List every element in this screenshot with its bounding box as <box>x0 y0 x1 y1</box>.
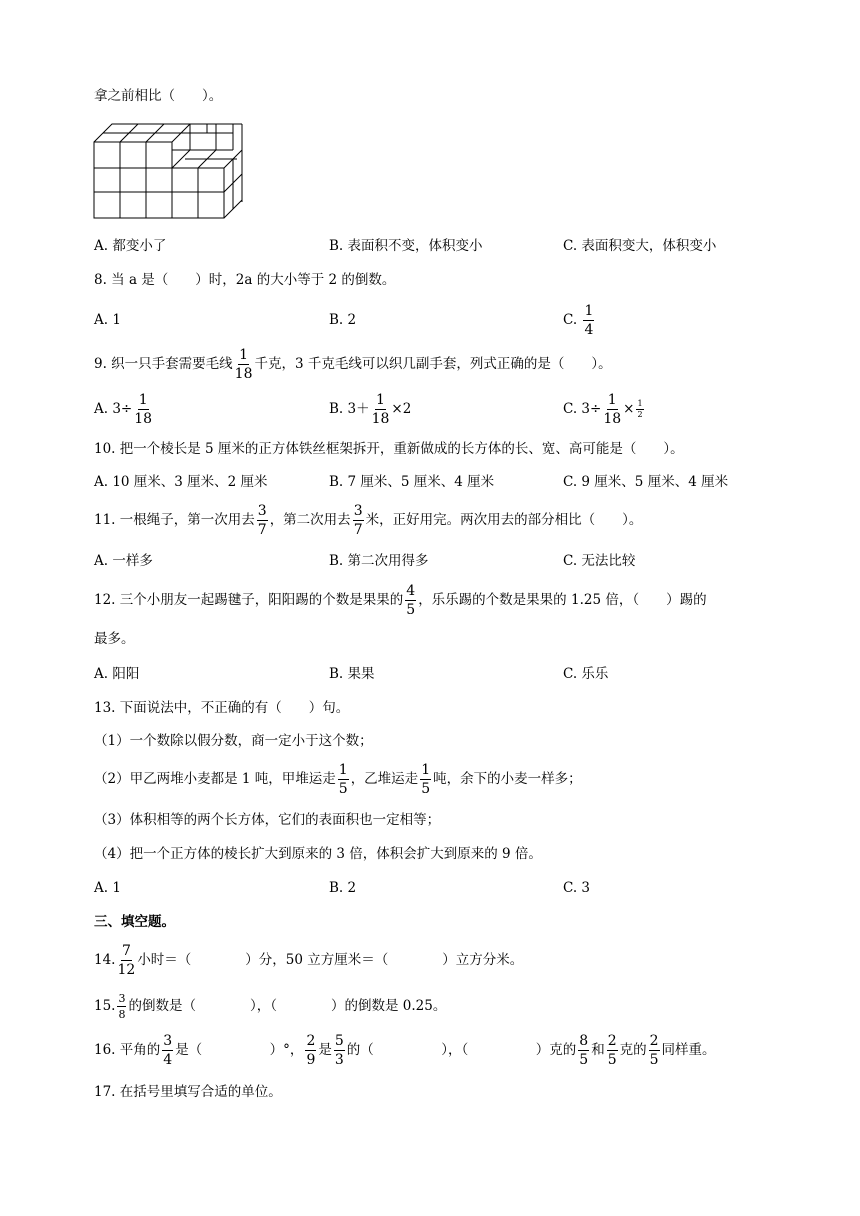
fraction: $\frac{3}{8}$ <box>118 992 126 1021</box>
q17-text: 17. 在括号里填写合适的单位。 <box>94 1084 282 1100</box>
fraction: $\frac{1}{18}$ <box>371 392 390 427</box>
fraction: $\frac{1}{5}$ <box>338 762 348 797</box>
fraction: $\frac{1}{2}$ <box>637 399 643 419</box>
section-title: 三、填空题。 <box>94 914 175 930</box>
fraction: $\frac{8}{5}$ <box>579 1033 589 1068</box>
q10-text: 10. 把一个棱长是 5 厘米的正方体铁丝框架拆开，重新做成的长方体的长、宽、高可能是（ ）。 <box>94 441 684 457</box>
q8-option-c[interactable]: C. $\frac{1}{4}$ <box>563 303 594 338</box>
fraction: $\frac{1}{18}$ <box>134 392 153 427</box>
q11-option-b[interactable]: B. 第二次用得多 <box>329 553 429 569</box>
q13-text: 13. 下面说法中，不正确的有（ ）句。 <box>94 700 350 716</box>
q12-text-line2: 最多。 <box>94 631 135 647</box>
q10-option-a[interactable]: A. 10 厘米、3 厘米、2 厘米 <box>94 474 268 490</box>
q7-option-a[interactable]: A. 都变小了 <box>94 238 167 254</box>
q11-option-c[interactable]: C. 无法比较 <box>563 553 636 569</box>
fraction: $\frac{3}{4}$ <box>163 1033 173 1068</box>
fraction: $\frac{5}{3}$ <box>334 1033 344 1068</box>
fraction: $\frac{4}{5}$ <box>406 583 416 618</box>
q13-statement-4: （4）把一个正方体的棱长扩大到原来的 3 倍，体积会扩大到原来的 9 倍。 <box>94 846 542 862</box>
q12-option-b[interactable]: B. 果果 <box>329 666 375 682</box>
q9-option-c[interactable]: C. 3÷ $\frac{1}{18}$ × $\frac{1}{2}$ <box>563 392 643 427</box>
q11-option-a[interactable]: A. 一样多 <box>94 553 153 569</box>
q9-text: 9. 织一只手套需要毛线 $\frac{1}{18}$ 千克，3 千克毛线可以织几副手套，列式正确的是（ ）。 <box>94 347 612 382</box>
fraction: $\frac{2}{5}$ <box>607 1033 617 1068</box>
q8-text: 8. 当 a 是（ ）时，2a 的大小等于 2 的倒数。 <box>94 272 396 288</box>
q11-text: 11. 一根绳子，第一次用去 $\frac{3}{7}$ ，第二次用去 $\frac{3}{7}$ 米，正好用完。两次用去的部分相比（ ）。 <box>94 503 643 538</box>
q10-option-c[interactable]: C. 9 厘米、5 厘米、4 厘米 <box>563 474 729 490</box>
q13-statement-2: （2）甲乙两堆小麦都是 1 吨，甲堆运走 $\frac{1}{5}$ ，乙堆运走 $\frac{1}{5}$ 吨，余下的小麦一样多； <box>94 762 582 797</box>
q13-option-a[interactable]: A. 1 <box>94 880 121 896</box>
q16-text: 16. 平角的 $\frac{3}{4}$ 是（ ）°， $\frac{2}{9}$ 是 $\frac{5}{3}$ 的（ ），（ ）克的 $\frac{8}{5}$ 和 $\frac{2}{5}$ 克的 $\frac{2}{5}$ 同样重。 <box>94 1033 716 1068</box>
fraction: $\frac{3}{7}$ <box>353 503 363 538</box>
fraction: $\frac{1}{5}$ <box>421 762 431 797</box>
q14-text: 14. $\frac{7}{12}$ 小时＝（ ）分，50 立方厘米＝（ ）立方分米。 <box>94 943 524 978</box>
q9-option-b[interactable]: B. 3＋ $\frac{1}{18}$ ×2 <box>329 392 412 427</box>
q12-text: 12. 三个小朋友一起踢毽子，阳阳踢的个数是果果的 $\frac{4}{5}$ ，乐乐踢的个数是果果的 1.25 倍，（ ）踢的 <box>94 583 707 618</box>
fraction: $\frac{3}{7}$ <box>257 503 267 538</box>
q7-text: 拿之前相比（ ）。 <box>94 88 223 104</box>
q13-option-c[interactable]: C. 3 <box>563 880 591 896</box>
q8-option-a[interactable]: A. 1 <box>94 312 121 328</box>
fraction: $\frac{2}{9}$ <box>306 1033 316 1068</box>
q10-option-b[interactable]: B. 7 厘米、5 厘米、4 厘米 <box>329 474 495 490</box>
q13-option-b[interactable]: B. 2 <box>329 880 357 896</box>
q13-statement-3: （3）体积相等的两个长方体，它们的表面积也一定相等； <box>94 812 441 828</box>
cube-stack-figure <box>93 122 245 222</box>
fraction: $\frac{1}{4}$ <box>584 303 594 338</box>
fraction: $\frac{1}{18}$ <box>603 392 622 427</box>
q9-option-a[interactable]: A. 3÷ $\frac{1}{18}$ <box>94 392 153 427</box>
q7-option-c[interactable]: C. 表面积变大，体积变小 <box>563 238 717 254</box>
q13-statement-1: （1）一个数除以假分数，商一定小于这个数； <box>94 733 373 749</box>
fraction: $\frac{1}{18}$ <box>234 347 253 382</box>
q8-option-b[interactable]: B. 2 <box>329 312 357 328</box>
fraction: $\frac{2}{5}$ <box>649 1033 659 1068</box>
q12-option-a[interactable]: A. 阳阳 <box>94 666 140 682</box>
q12-option-c[interactable]: C. 乐乐 <box>563 666 609 682</box>
fraction: $\frac{7}{12}$ <box>117 943 136 978</box>
q7-option-b[interactable]: B. 表面积不变，体积变小 <box>329 238 483 254</box>
q15-text: 15. $\frac{3}{8}$ 的倒数是（ ），（ ）的倒数是 0.25。 <box>94 992 447 1021</box>
